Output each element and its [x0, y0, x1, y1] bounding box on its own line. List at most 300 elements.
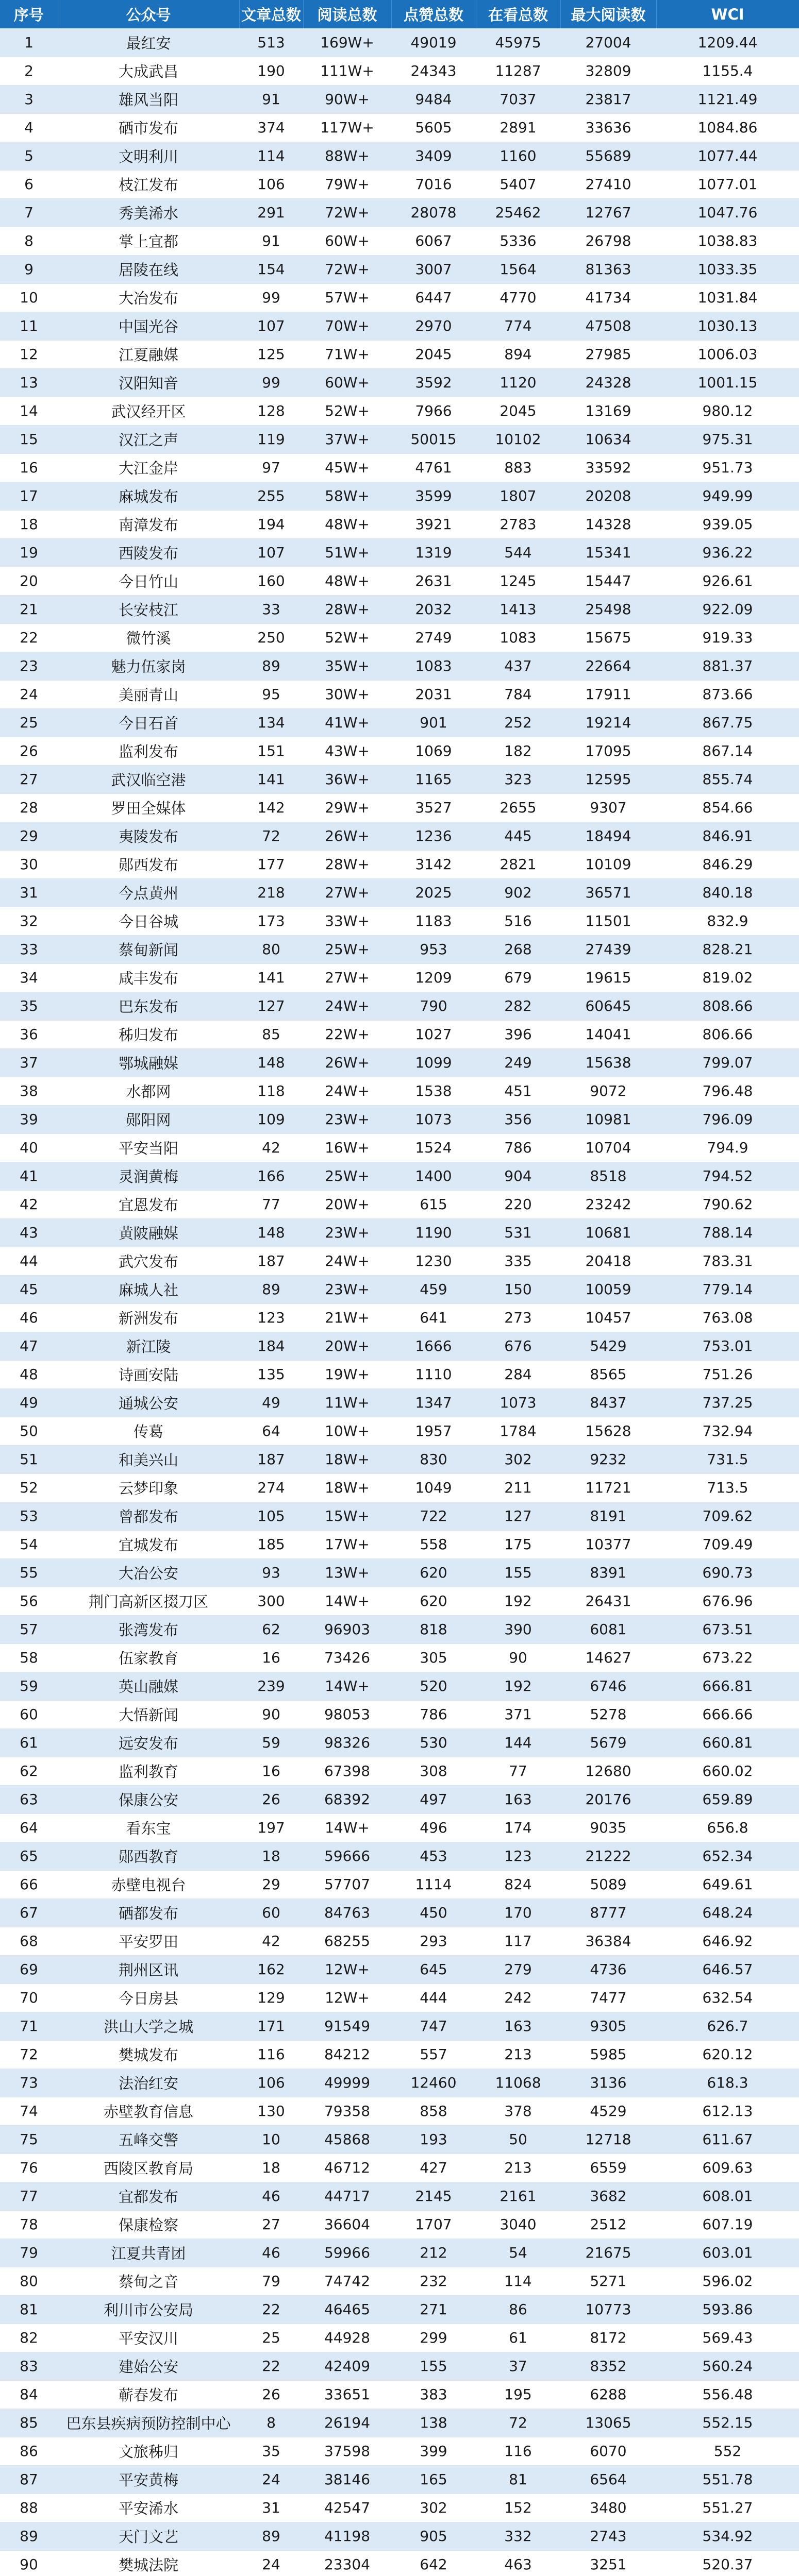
- cell-reads: 72W+: [303, 255, 391, 283]
- cell-reads: 79W+: [303, 170, 391, 198]
- cell-rank: 15: [0, 425, 58, 453]
- cell-wci: 709.49: [656, 1530, 799, 1558]
- cell-reads: 18W+: [303, 1473, 391, 1502]
- cell-likes: 28078: [391, 198, 476, 227]
- cell-account: 保康检察: [58, 2210, 239, 2239]
- cell-max-reads: 23242: [560, 1190, 656, 1218]
- cell-articles: 29: [239, 1870, 303, 1899]
- cell-watching: 282: [476, 992, 560, 1020]
- cell-account: 巴东发布: [58, 992, 239, 1020]
- cell-likes: 1347: [391, 1388, 476, 1417]
- cell-reads: 70W+: [303, 312, 391, 340]
- cell-account: 蔡甸新闻: [58, 935, 239, 963]
- cell-watching: 72: [476, 2409, 560, 2437]
- cell-max-reads: 20176: [560, 1785, 656, 1814]
- table-row: [0, 368, 799, 397]
- cell-max-reads: 12767: [560, 198, 656, 227]
- cell-max-reads: 8172: [560, 2324, 656, 2352]
- cell-watching: 11287: [476, 57, 560, 85]
- cell-likes: 3599: [391, 482, 476, 510]
- cell-max-reads: 15447: [560, 567, 656, 595]
- cell-max-reads: 26431: [560, 1587, 656, 1615]
- cell-account: 汉江之声: [58, 425, 239, 453]
- cell-max-reads: 15341: [560, 538, 656, 567]
- cell-rank: 85: [0, 2409, 58, 2437]
- cell-likes: 786: [391, 1700, 476, 1728]
- cell-watching: 117: [476, 1927, 560, 1955]
- cell-wci: 763.08: [656, 1303, 799, 1332]
- cell-reads: 98053: [303, 1700, 391, 1728]
- cell-reads: 10W+: [303, 1417, 391, 1445]
- table-row: [0, 935, 799, 963]
- cell-reads: 88W+: [303, 142, 391, 170]
- cell-reads: 68392: [303, 1785, 391, 1814]
- cell-rank: 50: [0, 1417, 58, 1445]
- cell-reads: 117W+: [303, 113, 391, 142]
- cell-articles: 374: [239, 113, 303, 142]
- cell-reads: 18W+: [303, 1445, 391, 1473]
- cell-likes: 305: [391, 1643, 476, 1672]
- table-row: [0, 283, 799, 312]
- cell-wci: 551.27: [656, 2494, 799, 2522]
- table-row: [0, 1162, 799, 1190]
- cell-articles: 135: [239, 1360, 303, 1388]
- cell-likes: 6067: [391, 227, 476, 255]
- table-row: [0, 2409, 799, 2437]
- cell-wci: 648.24: [656, 1899, 799, 1927]
- cell-account: 张湾发布: [58, 1615, 239, 1643]
- cell-rank: 57: [0, 1615, 58, 1643]
- cell-reads: 41W+: [303, 708, 391, 737]
- cell-account: 蕲春发布: [58, 2380, 239, 2409]
- cell-account: 郧西教育: [58, 1842, 239, 1870]
- table-row: [0, 2550, 799, 2576]
- cell-account: 赤壁电视台: [58, 1870, 239, 1899]
- table-row: [0, 623, 799, 652]
- cell-reads: 68255: [303, 1927, 391, 1955]
- cell-account: 文旅秭归: [58, 2437, 239, 2465]
- cell-account: 最红安: [58, 28, 239, 57]
- cell-articles: 77: [239, 1190, 303, 1218]
- cell-account: 黄陂融媒: [58, 1218, 239, 1247]
- cell-account: 今点黄州: [58, 878, 239, 907]
- cell-likes: 49019: [391, 28, 476, 57]
- cell-rank: 19: [0, 538, 58, 567]
- cell-account: 南漳发布: [58, 510, 239, 538]
- cell-rank: 79: [0, 2239, 58, 2267]
- cell-wci: 593.86: [656, 2295, 799, 2324]
- cell-reads: 24W+: [303, 1247, 391, 1275]
- cell-account: 长安枝江: [58, 595, 239, 623]
- cell-max-reads: 27439: [560, 935, 656, 963]
- cell-likes: 4761: [391, 453, 476, 482]
- cell-rank: 89: [0, 2522, 58, 2550]
- cell-wci: 618.3: [656, 2069, 799, 2097]
- cell-reads: 22W+: [303, 1020, 391, 1048]
- cell-account: 硒都发布: [58, 1899, 239, 1927]
- cell-watching: 150: [476, 1275, 560, 1303]
- cell-articles: 16: [239, 1643, 303, 1672]
- cell-articles: 31: [239, 2494, 303, 2522]
- cell-max-reads: 9035: [560, 1814, 656, 1842]
- cell-rank: 3: [0, 85, 58, 113]
- cell-watching: 211: [476, 1473, 560, 1502]
- cell-wci: 808.66: [656, 992, 799, 1020]
- cell-wci: 1155.4: [656, 57, 799, 85]
- cell-max-reads: 22664: [560, 652, 656, 680]
- cell-reads: 57707: [303, 1870, 391, 1899]
- cell-rank: 26: [0, 737, 58, 765]
- cell-max-reads: 3480: [560, 2494, 656, 2522]
- cell-articles: 194: [239, 510, 303, 538]
- cell-max-reads: 9072: [560, 1077, 656, 1105]
- table-row: [0, 1785, 799, 1814]
- cell-likes: 3409: [391, 142, 476, 170]
- cell-wci: 656.8: [656, 1814, 799, 1842]
- cell-articles: 26: [239, 1785, 303, 1814]
- cell-wci: 1084.86: [656, 113, 799, 142]
- cell-wci: 794.52: [656, 1162, 799, 1190]
- cell-max-reads: 5679: [560, 1728, 656, 1757]
- cell-rank: 81: [0, 2295, 58, 2324]
- cell-likes: 1957: [391, 1417, 476, 1445]
- cell-max-reads: 8777: [560, 1899, 656, 1927]
- cell-rank: 25: [0, 708, 58, 737]
- cell-reads: 20W+: [303, 1332, 391, 1360]
- cell-rank: 59: [0, 1672, 58, 1700]
- cell-reads: 60W+: [303, 227, 391, 255]
- cell-reads: 44717: [303, 2182, 391, 2210]
- cell-watching: 1083: [476, 623, 560, 652]
- table-row: [0, 510, 799, 538]
- cell-account: 秭归发布: [58, 1020, 239, 1048]
- cell-articles: 166: [239, 1162, 303, 1190]
- table-row: [0, 737, 799, 765]
- cell-articles: 64: [239, 1417, 303, 1445]
- cell-reads: 45868: [303, 2125, 391, 2154]
- cell-reads: 84763: [303, 1899, 391, 1927]
- cell-likes: 193: [391, 2125, 476, 2154]
- cell-account: 诗画安陆: [58, 1360, 239, 1388]
- cell-likes: 383: [391, 2380, 476, 2409]
- cell-wci: 551.78: [656, 2465, 799, 2494]
- cell-account: 汉阳知音: [58, 368, 239, 397]
- cell-watching: 1245: [476, 567, 560, 595]
- table-row: [0, 765, 799, 793]
- cell-account: 江夏融媒: [58, 340, 239, 368]
- cell-articles: 16: [239, 1757, 303, 1785]
- table-row: [0, 2239, 799, 2267]
- cell-reads: 43W+: [303, 737, 391, 765]
- cell-articles: 79: [239, 2267, 303, 2295]
- cell-articles: 118: [239, 1077, 303, 1105]
- table-row: [0, 1728, 799, 1757]
- table-row: [0, 2324, 799, 2352]
- cell-rank: 46: [0, 1303, 58, 1332]
- table-row: [0, 340, 799, 368]
- cell-wci: 673.22: [656, 1643, 799, 1672]
- cell-articles: 116: [239, 2040, 303, 2069]
- cell-articles: 59: [239, 1728, 303, 1757]
- table-row: [0, 453, 799, 482]
- cell-watching: 904: [476, 1162, 560, 1190]
- cell-rank: 22: [0, 623, 58, 652]
- cell-likes: 615: [391, 1190, 476, 1218]
- cell-account: 武汉经开区: [58, 397, 239, 425]
- cell-likes: 450: [391, 1899, 476, 1927]
- cell-rank: 48: [0, 1360, 58, 1388]
- table-row: [0, 708, 799, 737]
- cell-reads: 46712: [303, 2154, 391, 2182]
- cell-max-reads: 10634: [560, 425, 656, 453]
- table-row: [0, 567, 799, 595]
- cell-likes: 830: [391, 1445, 476, 1473]
- cell-watching: 127: [476, 1502, 560, 1530]
- cell-watching: 335: [476, 1247, 560, 1275]
- cell-account: 宜恩发布: [58, 1190, 239, 1218]
- cell-watching: 7037: [476, 85, 560, 113]
- cell-wci: 666.81: [656, 1672, 799, 1700]
- cell-articles: 22: [239, 2352, 303, 2380]
- cell-watching: 2161: [476, 2182, 560, 2210]
- cell-max-reads: 21222: [560, 1842, 656, 1870]
- cell-likes: 3142: [391, 850, 476, 878]
- header-wci: WCI: [656, 0, 799, 28]
- cell-wci: 534.92: [656, 2522, 799, 2550]
- cell-rank: 49: [0, 1388, 58, 1417]
- cell-articles: 151: [239, 737, 303, 765]
- cell-max-reads: 9307: [560, 793, 656, 822]
- cell-rank: 36: [0, 1020, 58, 1048]
- table-row: [0, 113, 799, 142]
- cell-reads: 41198: [303, 2522, 391, 2550]
- cell-articles: 114: [239, 142, 303, 170]
- cell-likes: 520: [391, 1672, 476, 1700]
- cell-rank: 62: [0, 1757, 58, 1785]
- cell-account: 五峰交警: [58, 2125, 239, 2154]
- cell-likes: 7016: [391, 170, 476, 198]
- cell-articles: 27: [239, 2210, 303, 2239]
- cell-watching: 445: [476, 822, 560, 850]
- cell-reads: 23W+: [303, 1105, 391, 1133]
- table-row: [0, 2465, 799, 2494]
- cell-wci: 713.5: [656, 1473, 799, 1502]
- cell-watching: 786: [476, 1133, 560, 1162]
- cell-likes: 9484: [391, 85, 476, 113]
- cell-articles: 184: [239, 1332, 303, 1360]
- cell-reads: 71W+: [303, 340, 391, 368]
- cell-reads: 36W+: [303, 765, 391, 793]
- cell-rank: 82: [0, 2324, 58, 2352]
- cell-articles: 197: [239, 1814, 303, 1842]
- cell-articles: 513: [239, 28, 303, 57]
- cell-rank: 31: [0, 878, 58, 907]
- table-row: [0, 1984, 799, 2012]
- table-row: [0, 1672, 799, 1700]
- cell-articles: 18: [239, 1842, 303, 1870]
- cell-wci: 659.89: [656, 1785, 799, 1814]
- cell-watching: 123: [476, 1842, 560, 1870]
- cell-likes: 2749: [391, 623, 476, 652]
- cell-max-reads: 6564: [560, 2465, 656, 2494]
- table-row: [0, 2295, 799, 2324]
- cell-reads: 42409: [303, 2352, 391, 2380]
- cell-watching: 252: [476, 708, 560, 737]
- cell-reads: 111W+: [303, 57, 391, 85]
- cell-wci: 796.09: [656, 1105, 799, 1133]
- cell-reads: 51W+: [303, 538, 391, 567]
- cell-max-reads: 6288: [560, 2380, 656, 2409]
- cell-rank: 88: [0, 2494, 58, 2522]
- cell-rank: 84: [0, 2380, 58, 2409]
- cell-likes: 557: [391, 2040, 476, 2069]
- cell-rank: 72: [0, 2040, 58, 2069]
- cell-reads: 11W+: [303, 1388, 391, 1417]
- table-row: [0, 1417, 799, 1445]
- cell-max-reads: 10981: [560, 1105, 656, 1133]
- cell-reads: 25W+: [303, 1162, 391, 1190]
- cell-wci: 666.66: [656, 1700, 799, 1728]
- cell-wci: 596.02: [656, 2267, 799, 2295]
- cell-articles: 93: [239, 1558, 303, 1587]
- cell-watching: 883: [476, 453, 560, 482]
- cell-account: 今日石首: [58, 708, 239, 737]
- cell-max-reads: 14328: [560, 510, 656, 538]
- cell-wci: 1033.35: [656, 255, 799, 283]
- cell-watching: 1564: [476, 255, 560, 283]
- cell-articles: 85: [239, 1020, 303, 1048]
- table-row: [0, 1473, 799, 1502]
- cell-reads: 26194: [303, 2409, 391, 2437]
- cell-account: 大悟新闻: [58, 1700, 239, 1728]
- cell-max-reads: 6746: [560, 1672, 656, 1700]
- cell-articles: 46: [239, 2239, 303, 2267]
- cell-max-reads: 8352: [560, 2352, 656, 2380]
- cell-wci: 732.94: [656, 1417, 799, 1445]
- cell-rank: 13: [0, 368, 58, 397]
- cell-account: 郧西发布: [58, 850, 239, 878]
- cell-watching: 182: [476, 737, 560, 765]
- cell-wci: 731.5: [656, 1445, 799, 1473]
- cell-articles: 72: [239, 822, 303, 850]
- cell-articles: 185: [239, 1530, 303, 1558]
- cell-account: 荆门高新区掇刀区: [58, 1587, 239, 1615]
- cell-max-reads: 15675: [560, 623, 656, 652]
- cell-reads: 90W+: [303, 85, 391, 113]
- cell-account: 微竹溪: [58, 623, 239, 652]
- cell-rank: 23: [0, 652, 58, 680]
- cell-wci: 1030.13: [656, 312, 799, 340]
- cell-max-reads: 27410: [560, 170, 656, 198]
- cell-articles: 99: [239, 283, 303, 312]
- cell-wci: 840.18: [656, 878, 799, 907]
- cell-watching: 5336: [476, 227, 560, 255]
- cell-articles: 107: [239, 538, 303, 567]
- cell-articles: 148: [239, 1218, 303, 1247]
- cell-max-reads: 5985: [560, 2040, 656, 2069]
- cell-rank: 33: [0, 935, 58, 963]
- cell-articles: 107: [239, 312, 303, 340]
- cell-reads: 16W+: [303, 1133, 391, 1162]
- cell-max-reads: 4736: [560, 1955, 656, 1984]
- cell-likes: 2631: [391, 567, 476, 595]
- cell-reads: 23W+: [303, 1275, 391, 1303]
- cell-articles: 171: [239, 2012, 303, 2040]
- cell-watching: 77: [476, 1757, 560, 1785]
- cell-rank: 78: [0, 2210, 58, 2239]
- cell-watching: 86: [476, 2295, 560, 2324]
- cell-watching: 195: [476, 2380, 560, 2409]
- table-row: [0, 1927, 799, 1955]
- table-row: [0, 1445, 799, 1473]
- cell-reads: 79358: [303, 2097, 391, 2125]
- cell-wci: 660.02: [656, 1757, 799, 1785]
- cell-rank: 1: [0, 28, 58, 57]
- table-row: [0, 1757, 799, 1785]
- cell-max-reads: 8191: [560, 1502, 656, 1530]
- cell-watching: 155: [476, 1558, 560, 1587]
- cell-reads: 13W+: [303, 1558, 391, 1587]
- cell-watching: 378: [476, 2097, 560, 2125]
- cell-watching: 332: [476, 2522, 560, 2550]
- cell-max-reads: 8391: [560, 1558, 656, 1587]
- table-row: [0, 1303, 799, 1332]
- cell-reads: 48W+: [303, 567, 391, 595]
- cell-watching: 544: [476, 538, 560, 567]
- cell-rank: 43: [0, 1218, 58, 1247]
- cell-reads: 74742: [303, 2267, 391, 2295]
- cell-watching: 774: [476, 312, 560, 340]
- cell-articles: 154: [239, 255, 303, 283]
- cell-rank: 10: [0, 283, 58, 312]
- cell-account: 英山融媒: [58, 1672, 239, 1700]
- cell-articles: 90: [239, 1700, 303, 1728]
- header-max-reads: 最大阅读数: [560, 0, 656, 28]
- cell-reads: 30W+: [303, 680, 391, 708]
- cell-likes: 1524: [391, 1133, 476, 1162]
- table-row: [0, 2522, 799, 2550]
- cell-account: 咸丰发布: [58, 963, 239, 992]
- cell-likes: 530: [391, 1728, 476, 1757]
- cell-reads: 15W+: [303, 1502, 391, 1530]
- cell-watching: 463: [476, 2550, 560, 2576]
- cell-account: 洪山大学之城: [58, 2012, 239, 2040]
- cell-likes: 2025: [391, 878, 476, 907]
- cell-reads: 49999: [303, 2069, 391, 2097]
- cell-rank: 37: [0, 1048, 58, 1077]
- header-row: [0, 0, 799, 28]
- cell-articles: 129: [239, 1984, 303, 2012]
- table-row: [0, 2380, 799, 2409]
- cell-wci: 560.24: [656, 2352, 799, 2380]
- cell-likes: 620: [391, 1587, 476, 1615]
- table-row: [0, 2097, 799, 2125]
- cell-account: 蔡甸之音: [58, 2267, 239, 2295]
- cell-likes: 1538: [391, 1077, 476, 1105]
- cell-max-reads: 12680: [560, 1757, 656, 1785]
- cell-account: 江夏共青团: [58, 2239, 239, 2267]
- cell-likes: 858: [391, 2097, 476, 2125]
- cell-reads: 37W+: [303, 425, 391, 453]
- cell-wci: 846.91: [656, 822, 799, 850]
- cell-wci: 649.61: [656, 1870, 799, 1899]
- cell-rank: 66: [0, 1870, 58, 1899]
- cell-articles: 33: [239, 595, 303, 623]
- cell-wci: 611.67: [656, 2125, 799, 2154]
- cell-likes: 1183: [391, 907, 476, 935]
- cell-watching: 192: [476, 1672, 560, 1700]
- cell-max-reads: 10059: [560, 1275, 656, 1303]
